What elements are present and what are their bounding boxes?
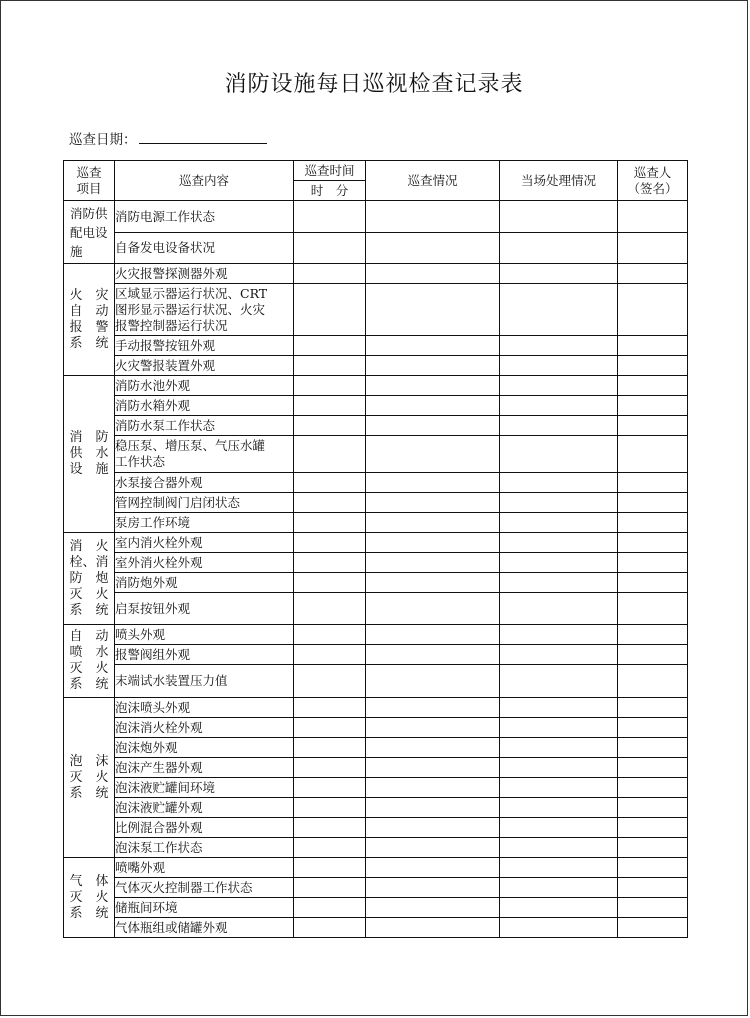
time-cell[interactable] — [294, 376, 366, 396]
header-item: 巡查 项目 — [64, 161, 115, 201]
category-cell: 气 体 灭 火 系 统 — [64, 858, 115, 938]
status-cell[interactable] — [366, 513, 500, 533]
inspection-item-cell: 喷头外观 — [115, 625, 294, 645]
inspector-cell[interactable] — [618, 625, 688, 645]
category-cell: 自 动 喷 水 灭 火 系 统 — [64, 625, 115, 698]
header-handling: 当场处理情况 — [500, 161, 618, 201]
inspector-cell[interactable] — [618, 436, 688, 473]
inspection-item-cell: 泵房工作环境 — [115, 513, 294, 533]
inspector-cell[interactable] — [618, 201, 688, 233]
handling-cell[interactable] — [500, 818, 618, 838]
time-cell[interactable] — [294, 625, 366, 645]
time-cell[interactable] — [294, 473, 366, 493]
table-row — [64, 698, 688, 718]
handling-cell[interactable] — [500, 738, 618, 758]
inspector-cell[interactable] — [618, 396, 688, 416]
handling-cell[interactable] — [500, 878, 618, 898]
inspection-item-cell: 气体灭火控制器工作状态 — [115, 878, 294, 898]
inspection-item-cell: 泡沫液贮罐外观 — [115, 798, 294, 818]
status-cell[interactable] — [366, 264, 500, 284]
table-row — [64, 436, 688, 473]
inspection-item-cell: 手动报警按钮外观 — [115, 336, 294, 356]
status-cell[interactable] — [366, 233, 500, 264]
inspection-item-cell: 消防电源工作状态 — [115, 201, 294, 233]
table-row — [64, 798, 688, 818]
inspector-cell[interactable] — [618, 553, 688, 573]
time-cell[interactable] — [294, 573, 366, 593]
status-cell[interactable] — [366, 698, 500, 718]
handling-cell[interactable] — [500, 533, 618, 553]
table-row — [64, 918, 688, 938]
status-cell[interactable] — [366, 858, 500, 878]
inspection-item-cell: 消防水池外观 — [115, 376, 294, 396]
status-cell[interactable] — [366, 898, 500, 918]
time-cell[interactable] — [294, 416, 366, 436]
inspection-item-cell: 水泵接合器外观 — [115, 473, 294, 493]
inspector-cell[interactable] — [618, 798, 688, 818]
inspection-item-cell: 区域显示器运行状况、CRT 图形显示器运行状况、火灾 报警控制器运行状况 — [115, 284, 294, 336]
table-row — [64, 878, 688, 898]
time-cell[interactable] — [294, 738, 366, 758]
time-cell[interactable] — [294, 396, 366, 416]
header-content: 巡查内容 — [115, 161, 294, 201]
time-cell[interactable] — [294, 336, 366, 356]
inspector-cell[interactable] — [618, 898, 688, 918]
inspection-item-cell: 室外消火栓外观 — [115, 553, 294, 573]
header-inspector: 巡查人 （签名） — [618, 161, 688, 201]
inspection-item-cell: 泡沫炮外观 — [115, 738, 294, 758]
status-cell[interactable] — [366, 838, 500, 858]
handling-cell[interactable] — [500, 798, 618, 818]
inspector-cell[interactable] — [618, 918, 688, 938]
table-row — [64, 645, 688, 665]
table-row — [64, 858, 688, 878]
time-cell[interactable] — [294, 593, 366, 625]
time-cell[interactable] — [294, 356, 366, 376]
time-cell[interactable] — [294, 436, 366, 473]
inspection-item-cell: 稳压泵、增压泵、气压水罐 工作状态 — [115, 436, 294, 473]
inspection-item-cell: 泡沫消火栓外观 — [115, 718, 294, 738]
table-body — [64, 201, 688, 938]
status-cell[interactable] — [366, 573, 500, 593]
handling-cell[interactable] — [500, 201, 618, 233]
handling-cell[interactable] — [500, 356, 618, 376]
handling-cell[interactable] — [500, 473, 618, 493]
handling-cell[interactable] — [500, 573, 618, 593]
category-cell: 消防供 配电设 施 — [64, 201, 115, 264]
table-row — [64, 758, 688, 778]
table-row — [64, 201, 688, 233]
status-cell[interactable] — [366, 201, 500, 233]
time-cell[interactable] — [294, 878, 366, 898]
header-time-sub: 时 分 — [294, 181, 366, 201]
inspector-cell[interactable] — [618, 818, 688, 838]
handling-cell[interactable] — [500, 396, 618, 416]
status-cell[interactable] — [366, 818, 500, 838]
inspector-cell[interactable] — [618, 284, 688, 336]
handling-cell[interactable] — [500, 233, 618, 264]
handling-cell[interactable] — [500, 416, 618, 436]
handling-cell[interactable] — [500, 264, 618, 284]
status-cell[interactable] — [366, 758, 500, 778]
date-label: 巡查日期： — [69, 132, 137, 148]
form-title: 消防设施每日巡视检查记录表 — [224, 72, 524, 97]
inspector-cell[interactable] — [618, 416, 688, 436]
time-cell[interactable] — [294, 838, 366, 858]
time-cell[interactable] — [294, 533, 366, 553]
handling-cell[interactable] — [500, 336, 618, 356]
inspection-item-cell: 火灾报警探测器外观 — [115, 264, 294, 284]
status-cell[interactable] — [366, 593, 500, 625]
handling-cell[interactable] — [500, 593, 618, 625]
handling-cell[interactable] — [500, 778, 618, 798]
inspector-cell[interactable] — [618, 264, 688, 284]
inspector-cell[interactable] — [618, 233, 688, 264]
inspection-item-cell: 室内消火栓外观 — [115, 533, 294, 553]
status-cell[interactable] — [366, 645, 500, 665]
table-row — [64, 513, 688, 533]
table-row — [64, 416, 688, 436]
table-row — [64, 396, 688, 416]
header-status: 巡查情况 — [366, 161, 500, 201]
inspector-cell[interactable] — [618, 718, 688, 738]
table-row — [64, 284, 688, 336]
status-cell[interactable] — [366, 625, 500, 645]
table-row — [64, 818, 688, 838]
inspection-item-cell: 泡沫产生器外观 — [115, 758, 294, 778]
time-cell[interactable] — [294, 798, 366, 818]
inspection-item-cell: 消防炮外观 — [115, 573, 294, 593]
time-cell[interactable] — [294, 553, 366, 573]
inspector-cell[interactable] — [618, 878, 688, 898]
inspector-cell[interactable] — [618, 533, 688, 553]
inspection-item-cell: 消防水泵工作状态 — [115, 416, 294, 436]
category-cell: 消 火 栓、消 防 炮 灭 火 系 统 — [64, 533, 115, 625]
time-cell[interactable] — [294, 233, 366, 264]
inspection-item-cell: 报警阀组外观 — [115, 645, 294, 665]
inspector-cell[interactable] — [618, 665, 688, 698]
handling-cell[interactable] — [500, 553, 618, 573]
time-cell[interactable] — [294, 201, 366, 233]
table-row — [64, 473, 688, 493]
header-time: 巡查时间 — [294, 161, 366, 181]
inspection-item-cell: 储瓶间环境 — [115, 898, 294, 918]
inspector-cell[interactable] — [618, 573, 688, 593]
time-cell[interactable] — [294, 918, 366, 938]
inspector-cell[interactable] — [618, 336, 688, 356]
inspector-cell[interactable] — [618, 738, 688, 758]
handling-cell[interactable] — [500, 284, 618, 336]
status-cell[interactable] — [366, 798, 500, 818]
handling-cell[interactable] — [500, 858, 618, 878]
handling-cell[interactable] — [500, 376, 618, 396]
inspection-item-cell: 消防水箱外观 — [115, 396, 294, 416]
time-cell[interactable] — [294, 758, 366, 778]
time-cell[interactable] — [294, 645, 366, 665]
inspection-item-cell: 泡沫泵工作状态 — [115, 838, 294, 858]
inspector-cell[interactable] — [618, 858, 688, 878]
inspector-cell[interactable] — [618, 838, 688, 858]
table-row — [64, 573, 688, 593]
inspection-item-cell: 管网控制阀门启闭状态 — [115, 493, 294, 513]
status-cell[interactable] — [366, 356, 500, 376]
inspector-cell[interactable] — [618, 493, 688, 513]
time-cell[interactable] — [294, 818, 366, 838]
handling-cell[interactable] — [500, 625, 618, 645]
inspector-cell[interactable] — [618, 593, 688, 625]
category-cell: 消 防 供 水 设 施 — [64, 376, 115, 533]
handling-cell[interactable] — [500, 898, 618, 918]
table-row — [64, 264, 688, 284]
handling-cell[interactable] — [500, 838, 618, 858]
status-cell[interactable] — [366, 396, 500, 416]
category-cell: 泡 沫 灭 火 系 统 — [64, 698, 115, 858]
time-cell[interactable] — [294, 858, 366, 878]
inspector-cell[interactable] — [618, 778, 688, 798]
handling-cell[interactable] — [500, 436, 618, 473]
table-row — [64, 738, 688, 758]
time-cell[interactable] — [294, 665, 366, 698]
time-cell[interactable] — [294, 698, 366, 718]
inspection-item-cell: 比例混合器外观 — [115, 818, 294, 838]
table-row — [64, 898, 688, 918]
time-cell[interactable] — [294, 493, 366, 513]
category-cell: 火 灾 自 动 报 警 系 统 — [64, 264, 115, 376]
status-cell[interactable] — [366, 665, 500, 698]
time-cell[interactable] — [294, 513, 366, 533]
table-row — [64, 718, 688, 738]
table-row — [64, 233, 688, 264]
status-cell[interactable] — [366, 284, 500, 336]
table-row — [64, 778, 688, 798]
status-cell[interactable] — [366, 336, 500, 356]
table-row — [64, 625, 688, 645]
status-cell[interactable] — [366, 918, 500, 938]
handling-cell[interactable] — [500, 718, 618, 738]
table-row — [64, 553, 688, 573]
time-cell[interactable] — [294, 284, 366, 336]
table-row — [64, 533, 688, 553]
inspection-item-cell: 火灾警报装置外观 — [115, 356, 294, 376]
handling-cell[interactable] — [500, 493, 618, 513]
inspection-item-cell: 自备发电设备状况 — [115, 233, 294, 264]
table-row — [64, 593, 688, 625]
handling-cell[interactable] — [500, 758, 618, 778]
status-cell[interactable] — [366, 436, 500, 473]
table-row — [64, 376, 688, 396]
handling-cell[interactable] — [500, 918, 618, 938]
inspection-item-cell: 启泵按钮外观 — [115, 593, 294, 625]
inspection-item-cell: 喷嘴外观 — [115, 858, 294, 878]
inspector-cell[interactable] — [618, 758, 688, 778]
status-cell[interactable] — [366, 416, 500, 436]
table-row — [64, 493, 688, 513]
status-cell[interactable] — [366, 493, 500, 513]
time-cell[interactable] — [294, 898, 366, 918]
handling-cell[interactable] — [500, 665, 618, 698]
inspection-date-field[interactable] — [69, 128, 267, 148]
status-cell[interactable] — [366, 878, 500, 898]
handling-cell[interactable] — [500, 698, 618, 718]
status-cell[interactable] — [366, 533, 500, 553]
inspector-cell[interactable] — [618, 356, 688, 376]
inspector-cell[interactable] — [618, 513, 688, 533]
status-cell[interactable] — [366, 473, 500, 493]
status-cell[interactable] — [366, 738, 500, 758]
time-cell[interactable] — [294, 718, 366, 738]
table-row — [64, 336, 688, 356]
table-row — [64, 356, 688, 376]
table-row — [64, 838, 688, 858]
inspection-item-cell: 泡沫液贮罐间环境 — [115, 778, 294, 798]
status-cell[interactable] — [366, 376, 500, 396]
inspector-cell[interactable] — [618, 376, 688, 396]
inspector-cell[interactable] — [618, 645, 688, 665]
date-input-line[interactable] — [139, 129, 267, 144]
inspector-cell[interactable] — [618, 473, 688, 493]
time-cell[interactable] — [294, 264, 366, 284]
inspector-cell[interactable] — [618, 698, 688, 718]
table-row — [64, 665, 688, 698]
inspection-item-cell: 泡沫喷头外观 — [115, 698, 294, 718]
status-cell[interactable] — [366, 718, 500, 738]
status-cell[interactable] — [366, 553, 500, 573]
handling-cell[interactable] — [500, 645, 618, 665]
status-cell[interactable] — [366, 778, 500, 798]
inspection-item-cell: 气体瓶组或储罐外观 — [115, 918, 294, 938]
inspection-table — [63, 160, 688, 938]
inspection-item-cell: 末端试水装置压力值 — [115, 665, 294, 698]
time-cell[interactable] — [294, 778, 366, 798]
handling-cell[interactable] — [500, 513, 618, 533]
